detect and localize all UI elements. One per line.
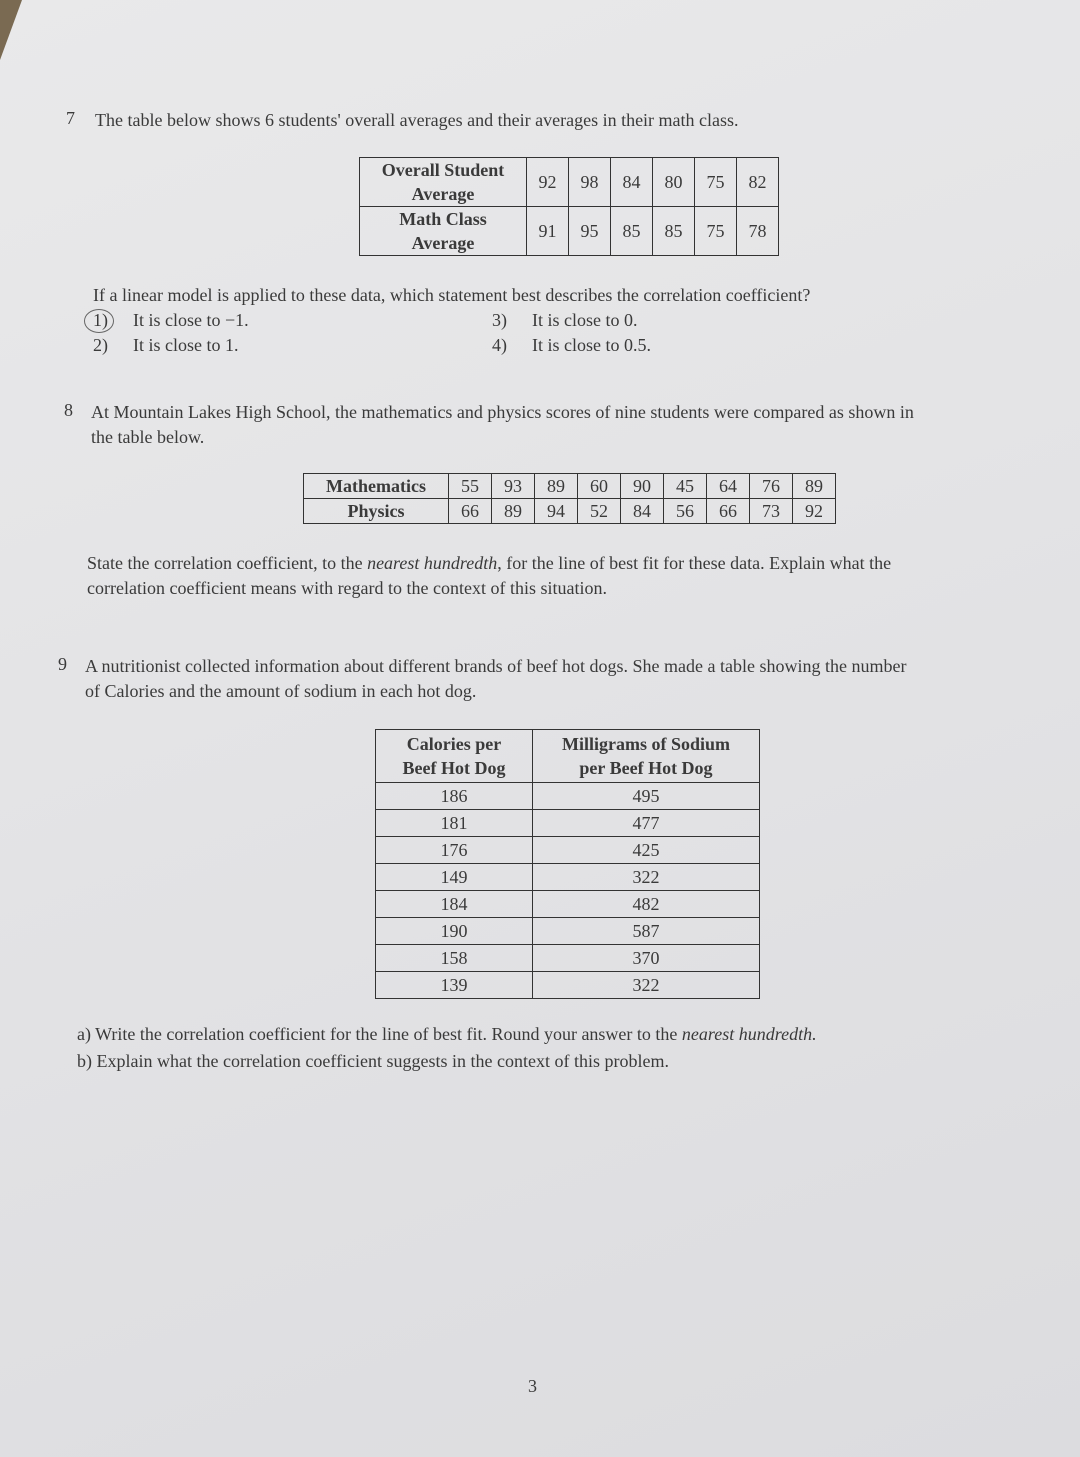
q9-number: 9: [58, 654, 67, 674]
table-cell: 91: [527, 207, 569, 256]
table-cell: 149: [376, 864, 533, 891]
page-number: 3: [528, 1376, 537, 1396]
table-cell: 76: [750, 474, 793, 499]
table-cell: 75: [695, 158, 737, 207]
table-cell: 82: [737, 158, 779, 207]
table-cell: 73: [750, 499, 793, 524]
table-cell: 139: [376, 972, 533, 999]
table-row: [360, 207, 779, 256]
q7-choice-1-number: 1): [93, 310, 108, 330]
q9-part-a: [77, 1022, 817, 1047]
q7-choice-4-number: 4): [492, 335, 507, 355]
q8-instruction-part-b: , for the line of best fit for these data. Explain what the: [497, 553, 892, 573]
q9-col2-header-line1: Milligrams of Sodium: [561, 734, 730, 754]
table-cell: 181: [376, 810, 533, 837]
table-cell: 90: [621, 474, 664, 499]
table-cell: 64: [707, 474, 750, 499]
table-cell: 89: [535, 474, 578, 499]
table-cell: 66: [449, 499, 492, 524]
table-cell: 55: [449, 474, 492, 499]
table-cell: 66: [707, 499, 750, 524]
q8-instruction-part-a: State the correlation coefficient, to the: [87, 553, 368, 573]
table-cell: 78: [737, 207, 779, 256]
table-row: [376, 972, 760, 999]
table-cell: 80: [653, 158, 695, 207]
q7-question: If a linear model is applied to these data, which statement best describes the correlation coefficient?: [93, 285, 811, 305]
q9-part-a-emphasis: nearest hundredth.: [681, 1024, 817, 1044]
table-cell: 85: [653, 207, 695, 256]
q8-number: 8: [64, 400, 73, 420]
q7-table: [359, 157, 779, 256]
q8-phys-label: Physics: [304, 499, 449, 524]
table-row: [376, 918, 760, 945]
table-cell: 322: [533, 972, 760, 999]
q9-prompt-line2: of Calories and the amount of sodium in each hot dog.: [85, 681, 477, 701]
q9-part-a-text: a) Write the correlation coefficient for the line of best fit. Round your answer to the: [77, 1024, 682, 1044]
table-row: [376, 864, 760, 891]
q7-prompt: The table below shows 6 students' overall averages and their averages in their math class.: [95, 110, 739, 130]
table-cell: 56: [664, 499, 707, 524]
table-cell: 190: [376, 918, 533, 945]
table-cell: 95: [569, 207, 611, 256]
table-row: [376, 891, 760, 918]
table-cell: 52: [578, 499, 621, 524]
table-cell: 158: [376, 945, 533, 972]
table-row: [360, 158, 779, 207]
table-cell: 75: [695, 207, 737, 256]
q9-part-b: b) Explain what the correlation coefficient suggests in the context of this problem.: [77, 1051, 670, 1071]
q9-col1-header-line1: Calories per: [406, 734, 502, 754]
q7-row2-label-line1: Math Class: [399, 209, 487, 229]
table-cell: 370: [533, 945, 760, 972]
q8-instruction-line1: [87, 551, 891, 576]
table-cell: 186: [376, 783, 533, 810]
q7-number: 7: [66, 108, 75, 128]
q9-col1-header: [376, 730, 533, 783]
table-cell: 60: [578, 474, 621, 499]
q7-row1-label-line2: Average: [411, 184, 475, 204]
table-header-row: [376, 730, 760, 783]
q9-col1-header-line2: Beef Hot Dog: [402, 758, 506, 778]
q7-row2-label-line2: Average: [411, 233, 475, 253]
table-cell: 587: [533, 918, 760, 945]
q7-choice-3-number: 3): [492, 310, 507, 330]
q7-choice-2-number: 2): [93, 335, 108, 355]
q7-choice-3-text: It is close to 0.: [532, 310, 638, 330]
table-row: [376, 837, 760, 864]
q7-choice-2-text: It is close to 1.: [133, 335, 239, 355]
table-cell: 98: [569, 158, 611, 207]
page-corner-shadow: [0, 0, 22, 60]
table-cell: 45: [664, 474, 707, 499]
q7-choice-4-text: It is close to 0.5.: [532, 335, 651, 355]
q7-row1-label-line1: Overall Student: [381, 160, 505, 180]
table-row: [304, 474, 836, 499]
q8-instruction-emphasis: nearest hundredth: [367, 553, 498, 573]
q9-table: [375, 729, 760, 999]
table-cell: 322: [533, 864, 760, 891]
table-cell: 92: [527, 158, 569, 207]
table-cell: 477: [533, 810, 760, 837]
q8-instruction-line2: correlation coefficient means with regard to the context of this situation.: [87, 578, 608, 598]
table-cell: 425: [533, 837, 760, 864]
table-row: [304, 499, 836, 524]
q8-math-label: Mathematics: [304, 474, 449, 499]
q8-table: [303, 473, 836, 524]
q7-row2-label: [360, 207, 527, 256]
q7-row1-label: [360, 158, 527, 207]
table-cell: 93: [492, 474, 535, 499]
q7-choice-1-text: It is close to −1.: [133, 310, 249, 330]
table-cell: 89: [492, 499, 535, 524]
q8-prompt-line2: the table below.: [91, 427, 205, 447]
q8-prompt-line1: At Mountain Lakes High School, the mathematics and physics scores of nine students were compared as shown in: [91, 402, 914, 422]
table-cell: 84: [621, 499, 664, 524]
table-cell: 482: [533, 891, 760, 918]
q9-col2-header-line2: per Beef Hot Dog: [579, 758, 713, 778]
q9-col2-header: [533, 730, 760, 783]
table-row: [376, 810, 760, 837]
table-row: [376, 783, 760, 810]
table-cell: 176: [376, 837, 533, 864]
q9-prompt-line1: A nutritionist collected information about different brands of beef hot dogs. She made a table showing the number: [85, 656, 907, 676]
table-cell: 84: [611, 158, 653, 207]
table-cell: 85: [611, 207, 653, 256]
table-cell: 89: [793, 474, 836, 499]
table-cell: 92: [793, 499, 836, 524]
table-cell: 94: [535, 499, 578, 524]
table-row: [376, 945, 760, 972]
table-cell: 184: [376, 891, 533, 918]
table-cell: 495: [533, 783, 760, 810]
